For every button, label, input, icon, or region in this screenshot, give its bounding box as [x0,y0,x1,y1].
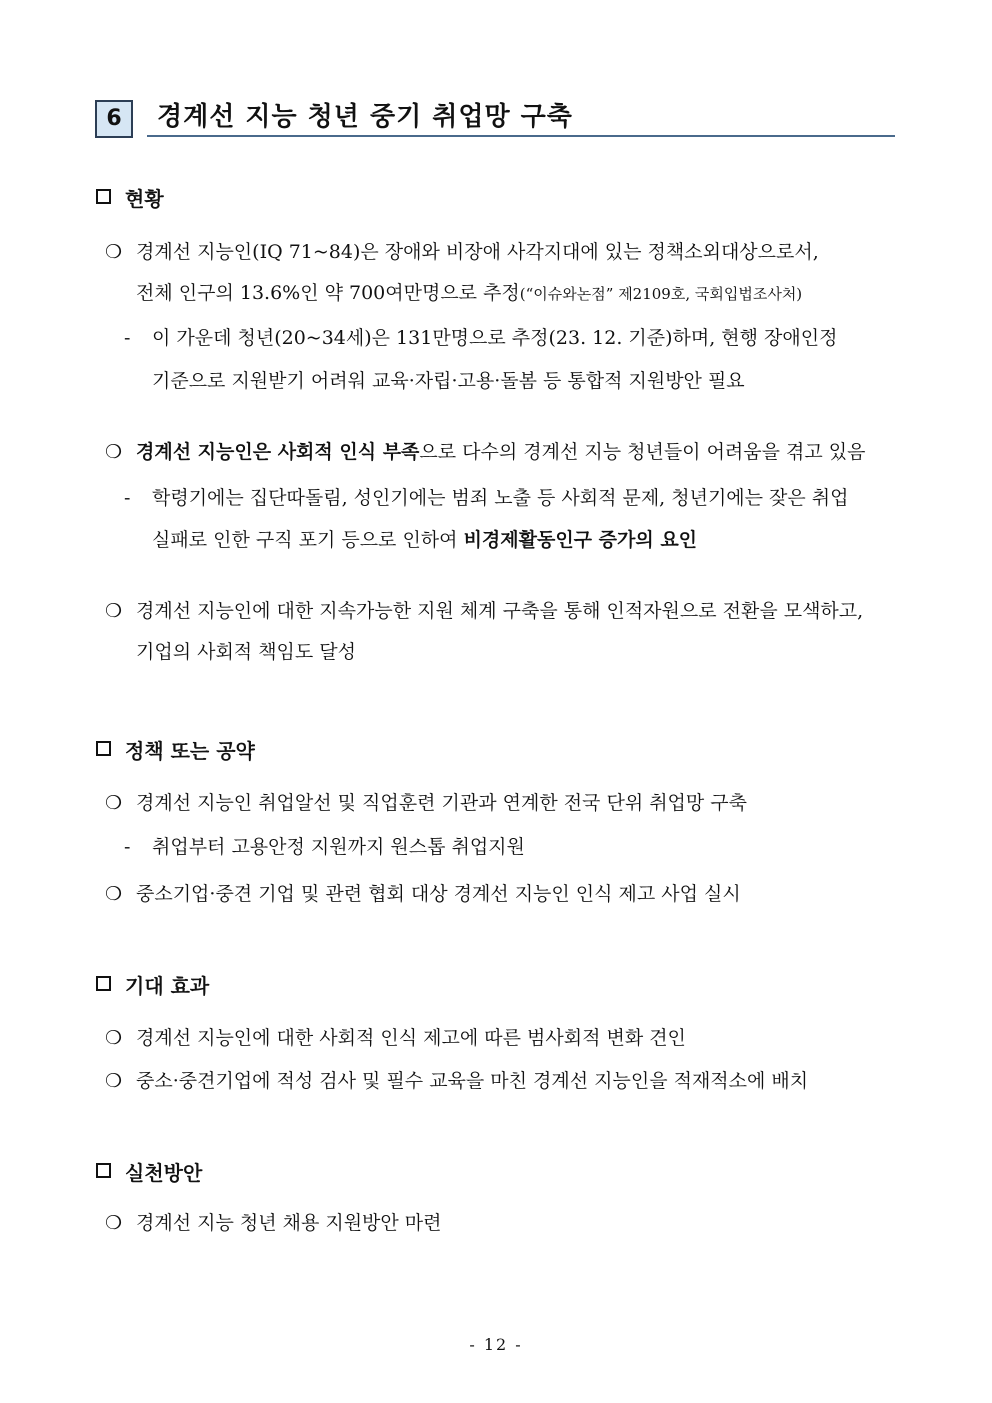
heading-policy-text: 정책 또는 공약 [125,739,255,763]
dash-bullet-icon: - [124,327,131,349]
circle-bullet-icon: ❍ [105,241,123,263]
status-p2 [136,436,866,468]
square-bullet-icon [96,1163,111,1178]
heading-status-text: 현황 [125,187,164,211]
status-p1-sub-line2: 기준으로 지원받기 어려워 교육·자립·고용·돌봄 등 통합적 지원방안 필요 [152,370,745,392]
status-p2-sub-line2-bold: 비경제활동인구 증가의 요인 [463,529,698,551]
section-title-text: 경계선 지능 청년 중기 취업망 구축 [157,102,573,132]
status-p3-line1: 경계선 지능인에 대한 지속가능한 지원 체계 구축을 통해 인적자원으로 전환을 모색하고, [136,600,864,622]
circle-bullet-icon: ❍ [105,1070,123,1092]
section-number-badge: 6 [95,100,133,138]
dash-bullet-icon: - [124,487,131,509]
circle-bullet-icon: ❍ [105,883,123,905]
heading-plan-text: 실천방안 [125,1161,203,1185]
circle-bullet-icon: ❍ [105,441,123,463]
circle-bullet-icon: ❍ [105,1027,123,1049]
status-p1-line1: 경계선 지능인(IQ 71~84)은 장애와 비장애 사각지대에 있는 정책소외대상으로서, [136,241,819,263]
section-title [95,100,895,138]
status-p2-sub-line2-plain: 실패로 인한 구직 포기 등으로 인하여 [152,529,464,551]
heading-effect-text: 기대 효과 [125,974,210,998]
policy-p1-sub: 취업부터 고용안정 지원까지 원스톱 취업지원 [152,836,525,858]
effect-p1: 경계선 지능인에 대한 사회적 인식 제고에 따른 범사회적 변화 견인 [136,1027,686,1049]
circle-bullet-icon: ❍ [105,792,123,814]
status-p2-sub-line1: 학령기에는 집단따돌림, 성인기에는 범죄 노출 등 사회적 문제, 청년기에는 잦은 취업 [152,487,849,509]
square-bullet-icon [96,189,111,204]
plan-p1: 경계선 지능 청년 채용 지원방안 마련 [136,1212,442,1234]
page-number: - 12 - [469,1335,523,1354]
circle-bullet-icon: ❍ [105,600,123,622]
status-p1-source: (“이슈와논점” 제2109호, 국회입법조사처) [519,285,803,303]
square-bullet-icon [96,741,111,756]
heading-effect [96,971,209,1001]
heading-policy [96,736,255,766]
dash-bullet-icon: - [124,836,131,858]
status-p1-sub-line1: 이 가운데 청년(20~34세)은 131만명으로 추정(23. 12. 기준)하며, 현행 장애인정 [152,327,838,349]
title-underline [147,135,895,137]
heading-plan [96,1158,202,1188]
policy-p1: 경계선 지능인 취업알선 및 직업훈련 기관과 연계한 전국 단위 취업망 구축 [136,792,748,814]
circle-bullet-icon: ❍ [105,1212,123,1234]
heading-status [96,184,164,214]
status-p1-line2-main: 전체 인구의 13.6%인 약 700여만명으로 추정 [136,282,520,304]
policy-p2: 중소기업·중견 기업 및 관련 협회 대상 경계선 지능인 인식 제고 사업 실시 [136,883,741,905]
status-p1-line2 [136,277,802,309]
status-p2-bold: 경계선 지능인은 사회적 인식 부족 [136,441,420,463]
effect-p2: 중소·중견기업에 적성 검사 및 필수 교육을 마친 경계선 지능인을 적재적소에 배치 [136,1070,809,1092]
status-p2-sub-line2 [152,524,697,556]
status-p2-rest: 으로 다수의 경계선 지능 청년들이 어려움을 겪고 있음 [419,441,866,463]
square-bullet-icon [96,976,111,991]
status-p3-line2: 기업의 사회적 책임도 달성 [136,641,357,663]
